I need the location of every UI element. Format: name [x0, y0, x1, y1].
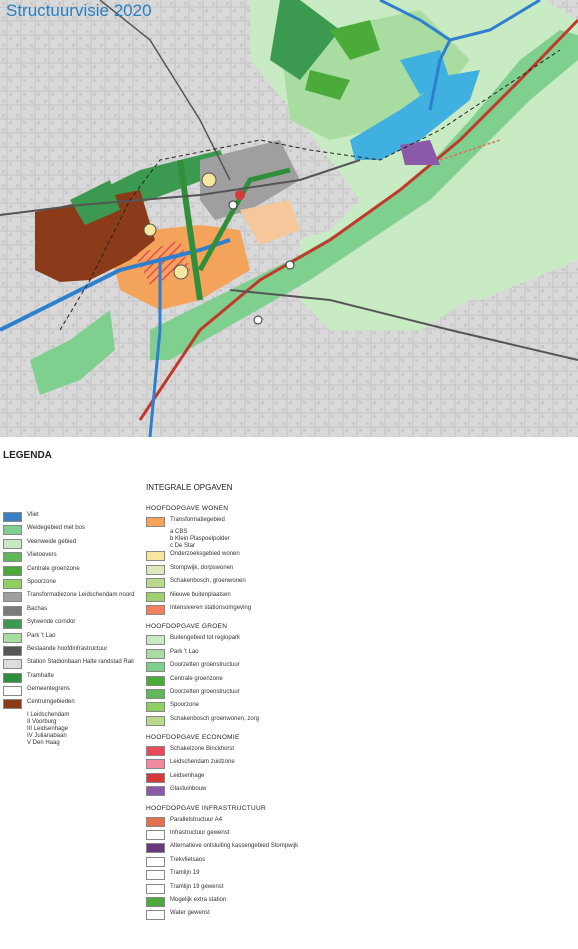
legend-label: Centrumgebieden — [27, 699, 75, 706]
legend-label: Centrale groenzone — [170, 675, 223, 682]
legend-swatch — [3, 673, 22, 683]
legend-right-column — [146, 499, 406, 923]
legend-item — [3, 551, 133, 564]
legend-label: Infrastructuur gewenst — [170, 830, 230, 837]
legend-label: Intensiveren stationsomgeving — [170, 604, 252, 611]
legend-label: Veenweide gebied — [27, 538, 77, 545]
legend-swatch — [3, 539, 22, 549]
legend-item — [146, 661, 406, 674]
legend-item — [146, 816, 406, 829]
legend-subitem: a CBS — [170, 529, 188, 536]
map-graphic — [0, 0, 578, 437]
legend-swatch — [3, 699, 22, 709]
legend-label: Vliet — [27, 512, 39, 518]
legend-subitem: c De Star — [170, 543, 196, 550]
legend-item — [146, 675, 406, 688]
legend-item — [146, 869, 406, 882]
legend-label: Bachas — [27, 605, 48, 612]
legend-swatch — [146, 635, 165, 645]
legend-swatch — [3, 606, 22, 616]
legend-label: Buitengebied tot regiopark — [170, 635, 241, 642]
legend-item — [146, 604, 406, 617]
legend-swatch — [146, 910, 165, 920]
legend-swatch — [146, 551, 165, 561]
legend-swatch — [3, 646, 22, 656]
legend-swatch — [146, 662, 165, 672]
legend-label: Gemeentegrens — [27, 686, 71, 693]
research-marker — [202, 173, 216, 187]
legend-label: Onderzoeksgebied wonen — [170, 551, 240, 558]
legend-label: Trekvlietsaos — [170, 856, 206, 863]
legend-item — [146, 715, 406, 728]
legend-item — [3, 591, 133, 604]
legend-label: Sytwende corridor — [27, 619, 76, 626]
legend-label: Doorzetten groenstructuur — [170, 662, 240, 669]
legend-label: Spoorzone — [170, 702, 200, 709]
legend-swatch — [146, 843, 165, 853]
legend-label: Nieuwe buitenplaatsen — [170, 591, 231, 598]
legend-label: Weidegebied met bos — [27, 525, 85, 532]
legend-item — [3, 658, 133, 671]
legend-item — [146, 577, 406, 590]
legend-swatch — [146, 884, 165, 894]
legend-item — [146, 591, 406, 604]
legend-item — [146, 745, 406, 758]
legend-label: Leidschendam zuidzone — [170, 759, 235, 766]
structure-map — [0, 0, 578, 437]
legend-label: Stompwijk, dorpswonen — [170, 564, 234, 571]
legend-item — [3, 605, 133, 618]
legend-swatch — [146, 897, 165, 907]
legend-label: Leidsenhage — [170, 772, 205, 779]
legend-swatch — [146, 689, 165, 699]
legend-subitem: II Voorburg — [27, 718, 57, 725]
legend-swatch — [146, 870, 165, 880]
legend-label: Tramhalte — [27, 672, 54, 679]
legend-swatch — [3, 686, 22, 696]
legend-swatch — [146, 773, 165, 783]
legend-swatch — [146, 857, 165, 867]
legend-left-column — [3, 511, 133, 747]
legend-swatch — [3, 633, 22, 643]
legend-swatch — [146, 786, 165, 796]
legend-subitem: I Leidschendam — [27, 711, 70, 718]
legend-item — [3, 698, 133, 711]
legend-swatch — [3, 566, 22, 576]
legend-item — [3, 618, 133, 631]
research-marker-3 — [144, 224, 156, 236]
legend-item — [3, 511, 133, 524]
legend-swatch — [3, 619, 22, 629]
legend — [0, 437, 578, 949]
legend-subitem: V Den Haag — [27, 739, 60, 746]
legend-swatch — [3, 579, 22, 589]
legend-swatch — [146, 565, 165, 575]
legend-label: Doorzetten groenstructuur — [170, 688, 240, 695]
legend-heading: LEGENDA — [3, 450, 52, 461]
legend-item — [146, 564, 406, 577]
legend-swatch — [3, 659, 22, 669]
legend-item — [146, 829, 406, 842]
legend-item — [3, 524, 133, 537]
legend-section-title: HOOFDOPGAVE WONEN — [146, 505, 229, 512]
legend-label: Water gewenst — [170, 910, 210, 917]
legend-item — [3, 645, 133, 658]
legend-item — [146, 896, 406, 909]
legend-swatch — [146, 817, 165, 827]
legend-label: Vlietoevers — [27, 552, 57, 559]
legend-swatch — [146, 578, 165, 588]
legend-item — [146, 701, 406, 714]
legend-label: Parallelstructuur A4 — [170, 816, 223, 823]
legend-swatch — [146, 746, 165, 756]
legend-item — [3, 632, 133, 645]
legend-label: Bestaande hoofdinfrastructuur — [27, 645, 108, 652]
legend-item — [3, 565, 133, 578]
legend-swatch — [146, 517, 165, 527]
legend-item — [146, 842, 406, 855]
legend-item — [146, 856, 406, 869]
legend-item — [3, 578, 133, 591]
legend-section-title: HOOFDOPGAVE GROEN — [146, 623, 228, 631]
legend-label: Spoorzone — [27, 578, 57, 585]
legend-label: Park 't Lao — [170, 648, 199, 655]
legend-swatch — [146, 592, 165, 602]
legend-swatch — [146, 649, 165, 659]
legend-item — [146, 772, 406, 785]
station-marker-2 — [286, 261, 294, 269]
legend-label: Schakenbosch groenwonen, zorg — [170, 715, 260, 722]
leidsenhage-marker — [235, 190, 245, 200]
legend-label: Transformatiezone Leidschendam noord — [27, 592, 135, 599]
legend-item — [146, 550, 406, 563]
legend-swatch — [3, 592, 22, 602]
integrale-title: INTEGRALE OPGAVEN — [146, 483, 233, 492]
legend-section-title: HOOFDOPGAVE ECONOMIE — [146, 734, 240, 742]
legend-swatch — [3, 512, 22, 522]
legend-item — [146, 785, 406, 798]
legend-label: Tramlijn 19 gewenst — [170, 883, 224, 890]
legend-swatch — [3, 525, 22, 535]
research-marker-2 — [174, 265, 188, 279]
legend-label: Station Stadionbaan Halte randstad Rail — [27, 659, 134, 666]
legend-item — [146, 634, 406, 647]
legend-label: Alternatieve ontsluiting kassengebied Stompwijk — [170, 843, 299, 850]
legend-item — [146, 688, 406, 701]
legend-section-title: HOOFDOPGAVE INFRASTRUCTUUR — [146, 804, 266, 812]
legend-label: Tramlijn 19 — [170, 870, 200, 877]
legend-item — [146, 516, 406, 529]
legend-item — [146, 883, 406, 896]
legend-item — [3, 685, 133, 698]
station-marker-3 — [254, 316, 262, 324]
legend-swatch — [146, 716, 165, 726]
legend-swatch — [146, 759, 165, 769]
station-marker — [229, 201, 237, 209]
legend-item — [146, 648, 406, 661]
legend-item — [3, 672, 133, 685]
legend-swatch — [146, 702, 165, 712]
legend-subitem: III Leidsenhage — [27, 725, 69, 732]
legend-swatch — [3, 552, 22, 562]
legend-item — [146, 909, 406, 922]
legend-label: Mogelijk extra station — [170, 896, 227, 903]
legend-label: Glastuinbouw — [170, 786, 207, 793]
legend-swatch — [146, 830, 165, 840]
legend-label: Park 't Lao — [27, 632, 56, 639]
legend-label: Schakelzone Binckhorst — [170, 746, 235, 753]
legend-item — [146, 758, 406, 771]
legend-item — [3, 538, 133, 551]
legend-label: Schakenbosch, groenwonen — [170, 578, 246, 585]
legend-subitem: IV Julianabaan — [27, 732, 67, 739]
legend-swatch — [146, 605, 165, 615]
map-title: Structuurvisie 2020 — [6, 1, 152, 20]
legend-label: Transformatiegebied — [170, 517, 225, 523]
legend-label: Centrale groenzone — [27, 565, 80, 572]
legend-swatch — [146, 676, 165, 686]
legend-subitem: b Klein Plaspoelpolder — [170, 536, 230, 543]
